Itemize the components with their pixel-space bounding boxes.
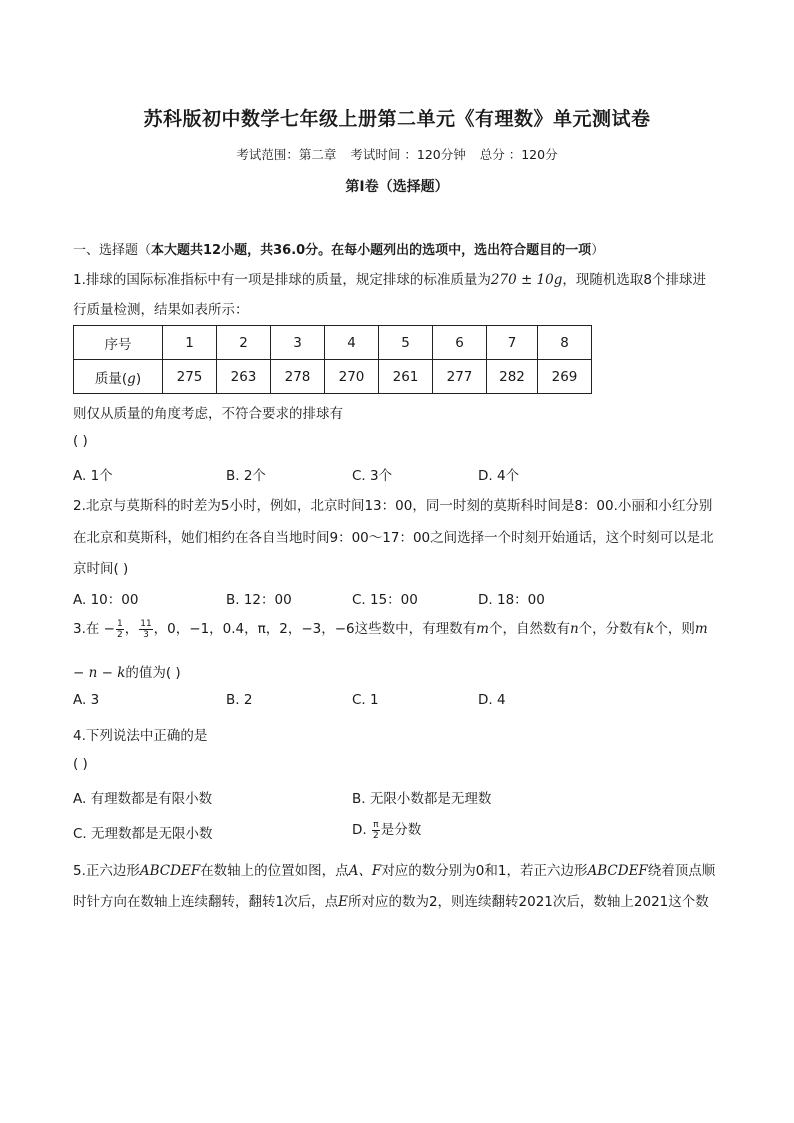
q2-line-3: 京时间( ): [73, 561, 129, 577]
table-cell: 261: [379, 360, 433, 394]
exam-title: 苏科版初中数学七年级上册第二单元《有理数》单元测试卷: [143, 108, 651, 130]
exam-meta: [0, 145, 794, 163]
table-cell: 270: [325, 360, 379, 394]
q1-option-d[interactable]: D. 4个: [478, 468, 520, 484]
table-cell: 8: [538, 326, 592, 360]
section-instructions: 本大题共12小题，共36.0分。在每小题列出的选项中，选出符合题目的一项: [151, 243, 592, 258]
q3-option-d[interactable]: D. 4: [478, 692, 506, 708]
q1-standard-mass: 270 ± 10g: [490, 272, 563, 288]
q3-option-a[interactable]: A. 3: [73, 692, 100, 708]
q1-mass-table: [73, 325, 592, 394]
q4-option-c[interactable]: C. 无理数都是无限小数: [73, 826, 213, 842]
q2-option-c[interactable]: C. 15：00: [352, 592, 418, 608]
q2-options: [73, 588, 723, 608]
table-cell: 269: [538, 360, 592, 394]
q2-line-2: 在北京和莫斯科，她们相约在各自当地时间9：00～17：00之间选择一个时刻开始通话，这个时刻可以是北: [73, 530, 714, 546]
q4-line-1: 4.下列说法中正确的是: [73, 728, 208, 744]
q1-line-1: 1.排球的国际标准指标中有一项是排球的质量，规定排球的标准质量为270 ± 10g，现随机选取8个排球进: [73, 272, 706, 288]
table-cell: 1: [163, 326, 217, 360]
q1-option-b[interactable]: B. 2个: [226, 468, 266, 484]
q2-option-a[interactable]: A. 10：00: [73, 592, 139, 608]
q5-line-1: 5.正六边形ABCDEF在数轴上的位置如图，点A、F对应的数分别为0和1，若正六边形ABCDEF绕着顶点顺: [73, 863, 716, 879]
q4-option-d[interactable]: D. $\frac{\pi}{2}$ 是分数: [352, 819, 422, 841]
table-cell: 7: [487, 326, 538, 360]
table-cell: 275: [163, 360, 217, 394]
q1-paren: ( ): [73, 433, 88, 449]
q3-fraction-eleven-thirds: $\frac{11}{3}$: [140, 618, 152, 640]
q3-line-2: − n − k的值为( ): [73, 665, 181, 681]
table-row: [74, 360, 592, 394]
part-heading: 第Ⅰ卷（选择题）: [345, 179, 449, 195]
q3-option-c[interactable]: C. 1: [352, 692, 379, 708]
q4-fraction-pi-half: $\frac{\pi}{2}$: [372, 819, 379, 841]
q2-line-1: 2.北京与莫斯科的时差为5小时，例如，北京时间13：00，同一时刻的莫斯科时间是8：00.小丽和小红分别: [73, 498, 713, 514]
exam-time: 考试时间 ：120分钟: [350, 147, 466, 162]
q4-paren: ( ): [73, 756, 88, 772]
table-cell: 序号: [74, 326, 163, 360]
table-cell: 3: [271, 326, 325, 360]
q1-line-2: 行质量检测，结果如表所示：: [73, 302, 249, 318]
q3-option-b[interactable]: B. 2: [226, 692, 253, 708]
q2-option-d[interactable]: D. 18：00: [478, 592, 545, 608]
exam-score: 总分 ：120分: [479, 147, 558, 162]
q4-options-row-2: [73, 819, 723, 842]
q4-option-a[interactable]: A. 有理数都是有限小数: [73, 791, 213, 807]
table-cell: 质量(g): [74, 360, 163, 394]
q3-options: [73, 692, 723, 712]
table-cell: 277: [433, 360, 487, 394]
q4-option-b[interactable]: B. 无限小数都是无理数: [352, 791, 492, 807]
q1-option-a[interactable]: A. 1个: [73, 468, 113, 484]
exam-range: 考试范围：第二章: [236, 147, 337, 162]
q3-fraction-half: $\frac{1}{2}$: [116, 618, 123, 640]
table-row: [74, 326, 592, 360]
table-cell: 2: [217, 326, 271, 360]
table-cell: 5: [379, 326, 433, 360]
section-heading: 一、选择题（本大题共12小题，共36.0分。在每小题列出的选项中，选出符合题目的一项）: [73, 243, 605, 258]
table-cell: 282: [487, 360, 538, 394]
q3-line-1: 3.在 − $\frac{1}{2}$ ， $\frac{11}{3}$ ，0，−1，0.4，π，2，−3，−6这些数中，有理数有m个，自然数有n个，分数有k个，则m: [73, 618, 708, 640]
q1-line-3: 则仅从质量的角度考虑，不符合要求的排球有: [73, 406, 343, 422]
q1-options: [73, 464, 723, 484]
table-cell: 4: [325, 326, 379, 360]
table-cell: 278: [271, 360, 325, 394]
q5-line-2: 时针方向在数轴上连续翻转，翻转1次后，点E所对应的数为2，则连续翻转2021次后，数轴上2021这个数: [73, 894, 709, 910]
table-cell: 263: [217, 360, 271, 394]
q4-options-row-1: [73, 787, 723, 807]
table-cell: 6: [433, 326, 487, 360]
q2-option-b[interactable]: B. 12：00: [226, 592, 292, 608]
q1-option-c[interactable]: C. 3个: [352, 468, 393, 484]
